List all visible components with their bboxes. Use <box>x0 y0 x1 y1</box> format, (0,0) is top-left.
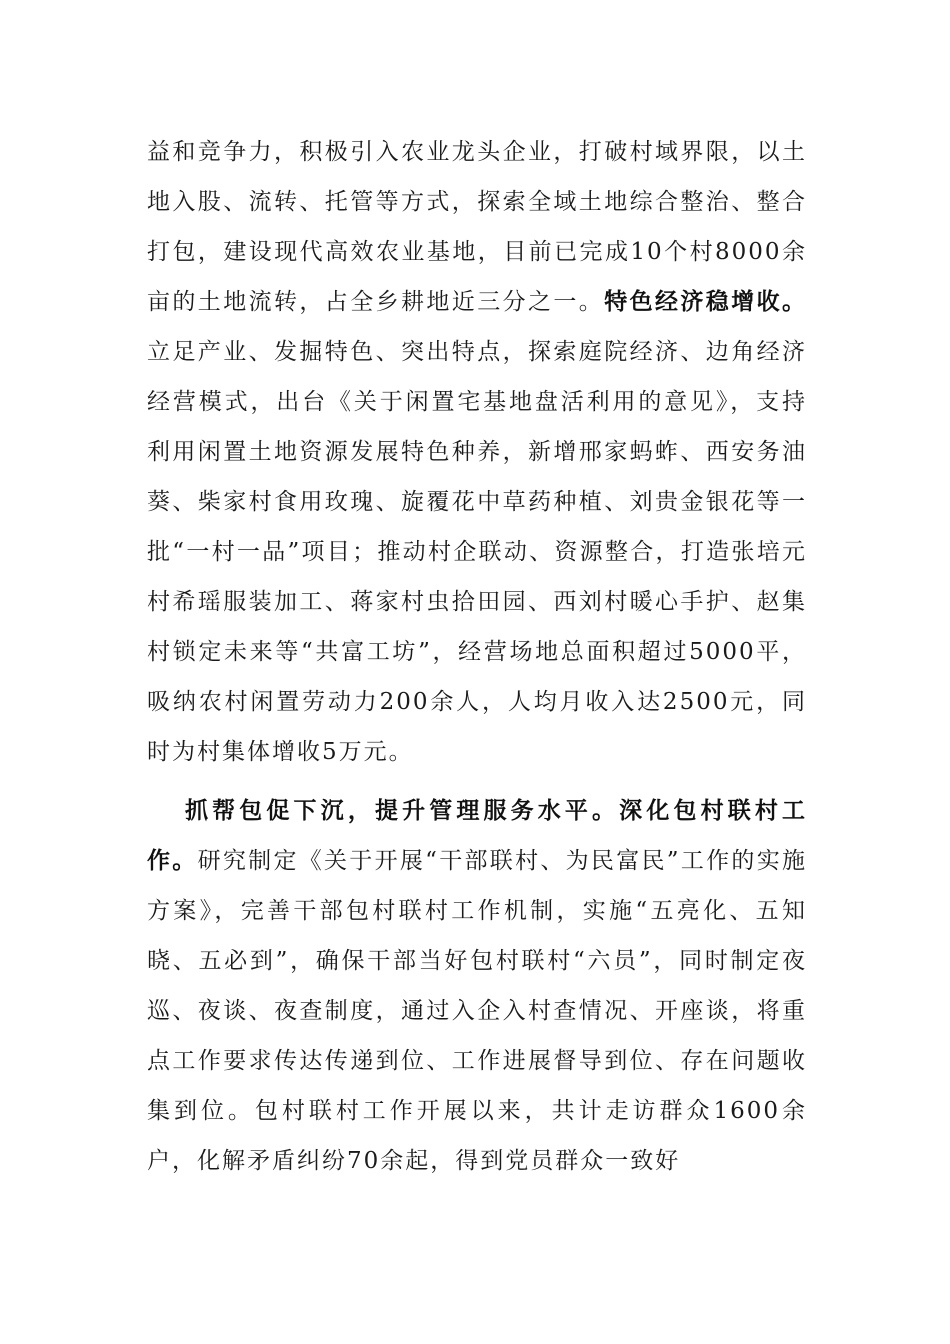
heading-featured-economy: 特色经济稳增收。 <box>604 288 808 315</box>
paragraph-economy <box>147 127 807 777</box>
heading-village-work: 抓帮包促下沉，提升管理服务水平。深化包村联村工作。 <box>147 797 807 874</box>
paragraph-economy-intro: 益和竞争力，积极引入农业龙头企业，打破村域界限，以土地入股、流转、托管等方式，探索全域土地综合整治、整合打包，建设现代高效农业基地，目前已完成10个村8000余亩的土地流转，占全乡耕地近三分之一。 <box>147 139 807 315</box>
paragraph-village-work-body: 研究制定《关于开展“干部联村、为民富民”工作的实施方案》，完善干部包村联村工作机制，实施“五亮化、五知晓、五必到”，确保干部当好包村联村“六员”，同时制定夜巡、夜谈、夜查制度，通过入企入村查情况、开座谈，将重点工作要求传达传递到位、工作进展督导到位、存在问题收集到位。包村联村工作开展以来，共计走访群众1600余户，化解矛盾纠纷70余起，得到党员群众一致好 <box>147 848 807 1174</box>
paragraph-village-work <box>147 786 807 1186</box>
paragraph-economy-body: 立足产业、发掘特色、突出特点，探索庭院经济、边角经济经营模式，出台《关于闲置宅基地盘活利用的意见》，支持利用闲置土地资源发展特色种养，新增邢家蚂蚱、西安务油葵、柴家村食用玫瑰、旋覆花中草药种植、刘贵金银花等一批“一村一品”项目；推动村企联动、资源整合，打造张培元村希瑶服装加工、蒋家村虫拾田园、西刘村暖心手护、赵集村锁定未来等“共富工坊”，经营场地总面积超过5000平，吸纳农村闲置劳动力200余人，人均月收入达2500元，同时为村集体增收5万元。 <box>147 339 807 765</box>
document-body <box>147 127 807 1186</box>
